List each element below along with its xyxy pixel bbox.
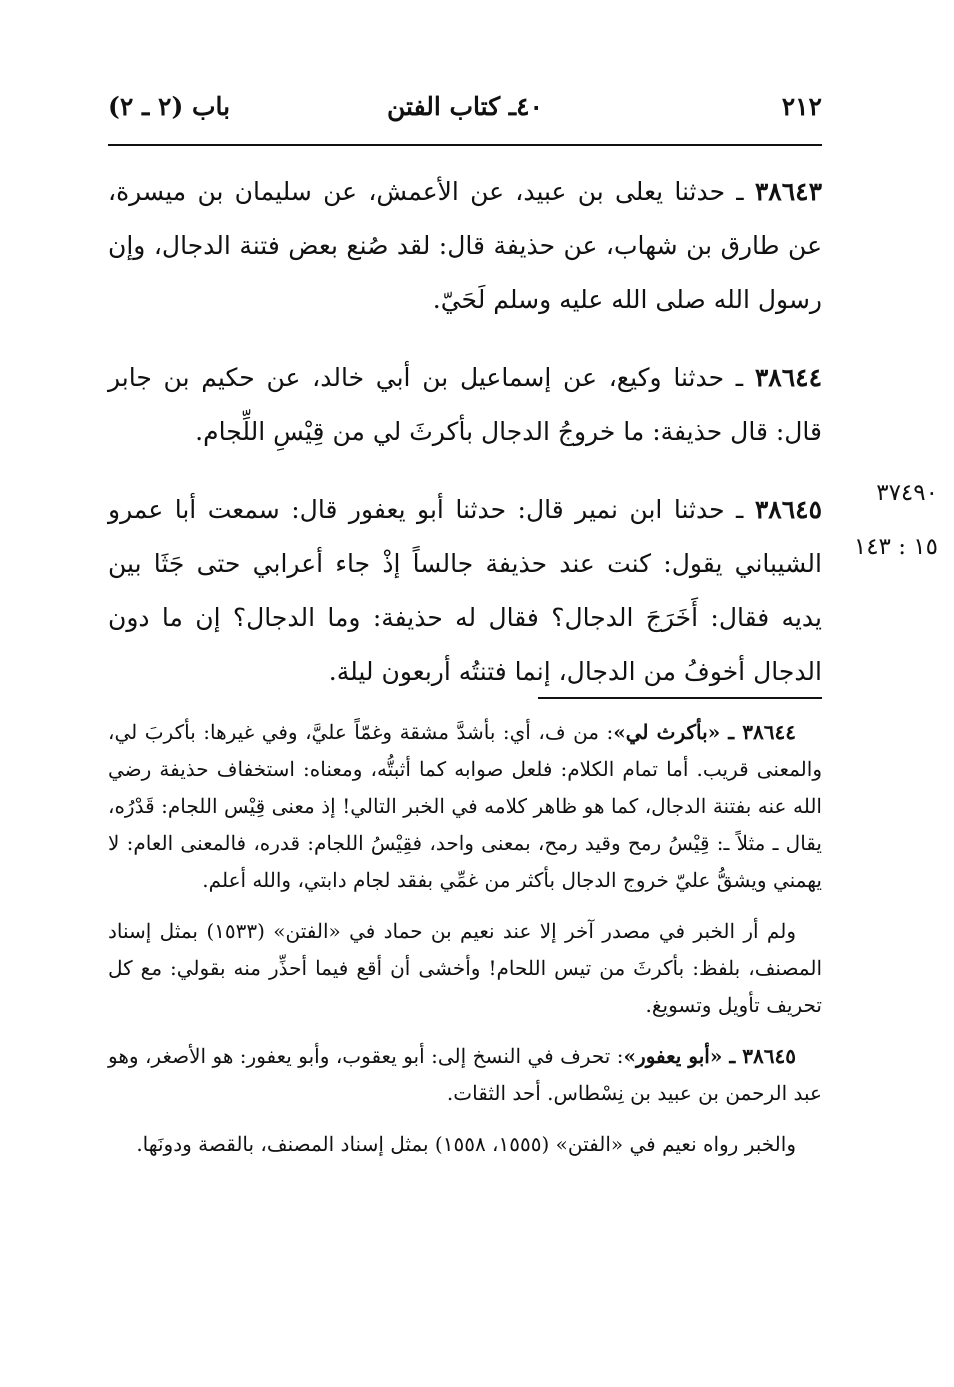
footnote-rule	[538, 697, 822, 699]
margin-reference: ٣٧٤٩٠	[876, 480, 938, 506]
footnote-text: والخبر رواه نعيم في «الفتن» (١٥٥٥، ١٥٥٨) بمثل إسناد المصنف، بالقصة ودونَها.	[136, 1132, 796, 1156]
footnote-text: : من ف، أي: بأشدَّ مشقة وغمّاً عليَّ، وفي غيرها: بأكربَ لي، والمعنى قريب. أما تمام الكلام: فلعل صوابه كما أثبتُّه، ومعناه: استخفاف حذيفة رضي الله عنه بفتنة الدجال، كما هو ظاهر كلامه في الخبر التالي! إذ معنى قِيْس اللجام: قَدْرُه، يقال ـ مثلاً ـ: قِيْسُ رمح وقيد رمح، بمعنى واحد، فقِيْسُ اللجام: قدره، فالمعنى العام: لا يهمني ويشقُّ عليّ خروج الدجال بأكثر من غمِّي بفقد لجام دابتي، والله أعلم.	[108, 720, 822, 892]
footnote	[108, 913, 822, 1024]
chapter-label: باب (٢ ـ ٢)	[108, 92, 231, 121]
footnote-text: ولم أر الخبر في مصدر آخر إلا عند نعيم بن حماد في «الفتن» (١٥٣٣) بمثل إسناد المصنف، بلفظ: بأكرثَ من تيس اللحام! وأخشى أن أقع فيما أحذِّر منه بقولي: مع كل تحريف تأويل وتسويغ.	[108, 919, 822, 1017]
footnote	[108, 1038, 822, 1112]
hadith-entry	[108, 483, 822, 699]
footnote	[108, 1126, 822, 1163]
hadith-number: ٣٨٦٤٣	[754, 177, 822, 206]
hadith-entry	[108, 351, 822, 459]
hadith-text: ـ حدثنا يعلى بن عبيد، عن الأعمش، عن سليمان بن ميسرة، عن طارق بن شهاب، عن حذيفة قال: لقد صُنع بعض فتنة الدجال، وإن رسول الله صلى الله عليه وسلم لَحَيّ.	[108, 177, 822, 314]
page-number: ٢١٢	[781, 92, 822, 121]
hadith-number: ٣٨٦٤٥	[754, 495, 822, 524]
hadith-number: ٣٨٦٤٤	[754, 363, 823, 392]
header-rule	[108, 144, 822, 146]
footnotes	[108, 714, 822, 1177]
book-title: ٤٠ـ كتاب الفتن	[387, 92, 543, 121]
hadith-text: ـ حدثنا وكيع، عن إسماعيل بن أبي خالد، عن حكيم بن جابر قال: قال حذيفة: ما خروجُ الدجال بأكرثَ لي من قِيْسِ اللِّجام.	[108, 363, 822, 446]
running-header	[108, 92, 822, 136]
main-text	[108, 165, 822, 723]
footnote-text: : تحرف في النسخ إلى: أبو يعقوب، وأبو يعفور: هو الأصغر، وهو عبد الرحمن بن عبيد بن نِسْطاس. أحد الثقات.	[108, 1044, 822, 1105]
footnote-lead: ٣٨٦٤٤ ـ «بأكرث لي»	[613, 720, 796, 744]
margin-reference: ١٥ : ١٤٣	[853, 534, 938, 560]
footnote-lead: ٣٨٦٤٥ ـ «أبو يعفور»	[623, 1044, 796, 1068]
hadith-text: ـ حدثنا ابن نمير قال: حدثنا أبو يعفور قال: سمعت أبا عمرو الشيباني يقول: كنت عند حذيفة جالساً إذْ جاء أعرابي حتى جَثَا بين يديه فقال: أَخَرَجَ الدجال؟ فقال له حذيفة: وما الدجال؟ إن ما دون الدجال أخوفُ من الدجال، إنما فتنتُه أربعون ليلة.	[108, 495, 822, 686]
hadith-entry	[108, 165, 822, 327]
footnote	[108, 714, 822, 899]
